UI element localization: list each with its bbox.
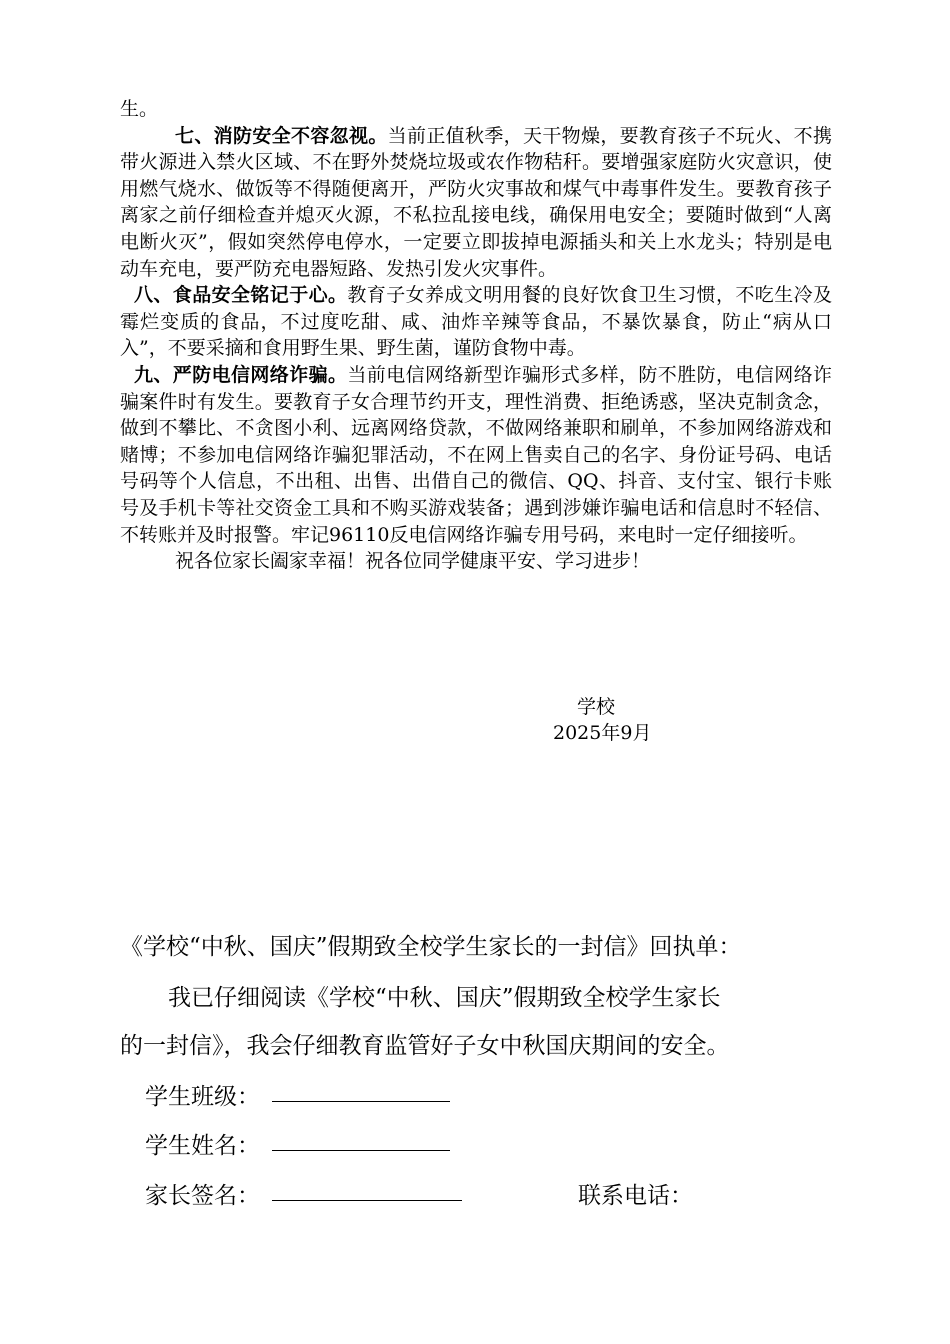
section-8-heading: 八、食品安全铭记于心。: [134, 284, 348, 307]
section-7-fire-safety: [120, 123, 832, 283]
student-name-label: 学生姓名：: [145, 1133, 260, 1159]
closing-wishes: 祝各位家长阖家幸福！祝各位同学健康平安、学习进步！: [175, 550, 651, 573]
section-7-text: 当前正值秋季，天干物燥，要教育孩子不玩火、不携带火源进入禁火区域、不在野外焚烧垃圾或农作物秸秆。要增强家庭防火灾意识，使用燃气烧水、做饭等不得随便离开，严防火灾事故和煤气中毒事件发生。要教育孩子离家之前仔细检查并熄灭火源，不私拉乱接电线，确保用电安全；要随时做到“人离电断火灭”，假如突然停电停水，一定要立即拔掉电源插头和关上水龙头；特别是电动车充电，要严防充电器短路、发热引发火灾事件。: [120, 124, 832, 280]
parent-signature-label: 家长签名：: [145, 1183, 260, 1209]
student-class-blank[interactable]: [272, 1101, 450, 1102]
receipt-statement-line-2: 的一封信》，我会仔细教育监管好子女中秋国庆期间的安全。: [120, 1033, 730, 1059]
section-9-text: 当前电信网络新型诈骗形式多样，防不胜防，电信网络诈骗案件时有发生。要教育子女合理节约开支，理性消费、拒绝诱惑，坚决克制贪念，做到不攀比、不贪图小利、远离网络贷款，不做网络兼职和刷单，不参加网络游戏和赌博；不参加电信网络诈骗犯罪活动，不在网上售卖自己的名字、身份证号码、电话号码等个人信息，不出租、出售、出借自己的微信、QQ、抖音、支付宝、银行卡账号及手机卡等社交资金工具和不购买游戏装备；遇到涉嫌诈骗电话和信息时不轻信、不转账并及时报警。牢记96110反电信网络诈骗专用号码，来电时一定仔细接听。: [120, 363, 832, 546]
student-name-blank[interactable]: [272, 1150, 450, 1151]
parent-signature-blank[interactable]: [272, 1200, 462, 1201]
student-class-label: 学生班级：: [145, 1084, 260, 1110]
section-9-heading: 九、严防电信网络诈骗。: [134, 363, 348, 386]
section-8-food-safety: [120, 282, 832, 362]
receipt-title: 《学校“中秋、国庆”假期致全校学生家长的一封信》回执单：: [120, 934, 742, 960]
section-7-heading: 七、消防安全不容忽视。: [175, 124, 388, 147]
receipt-statement-line-1: 我已仔细阅读《学校“中秋、国庆”假期致全校学生家长: [168, 985, 721, 1011]
signature-date: 2025年9月: [553, 722, 652, 744]
phone-label: 联系电话：: [578, 1183, 693, 1209]
signature-school: 学校: [577, 696, 616, 718]
section-8-text: 教育子女养成文明用餐的良好饮食卫生习惯，不吃生冷及霉烂变质的食品，不过度吃甜、咸、油炸辛辣等食品，不暴饮暴食，防止“病从口入”，不要采摘和食用野生果、野生菌，谨防食物中毒。: [120, 284, 832, 360]
letter-body: [120, 96, 832, 575]
continuation-line: 生。: [120, 98, 159, 120]
section-9-fraud-prevention: [120, 362, 832, 548]
